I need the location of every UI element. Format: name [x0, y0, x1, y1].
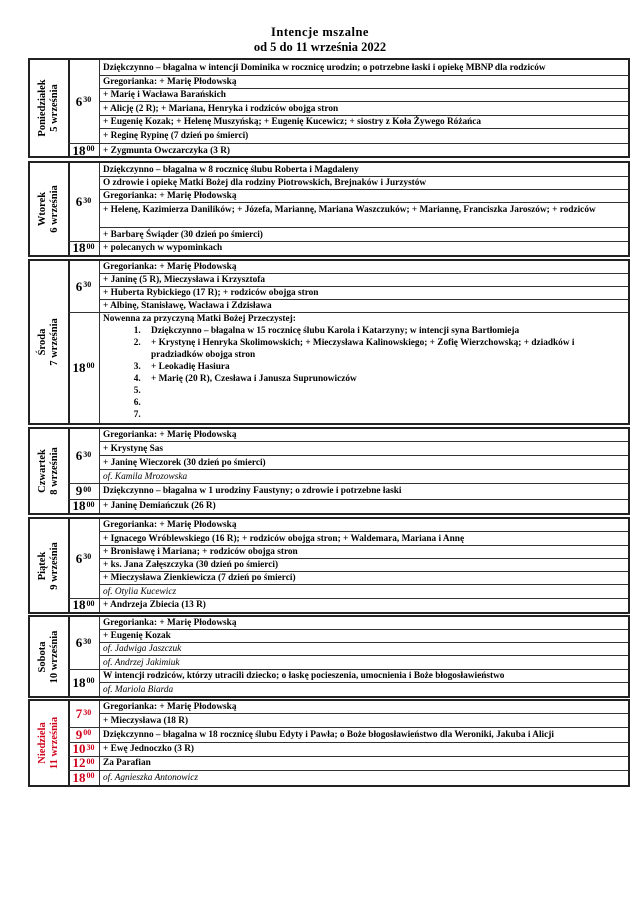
mass-block	[68, 163, 628, 242]
intention-row: Gregorianka: + Marię Płodowską	[99, 190, 628, 203]
intention-row: Gregorianka: + Marię Płodowską	[99, 76, 628, 89]
intention-row: + Janinę (5 R), Mieczysława i Krzysztofa	[99, 274, 628, 287]
mass-block	[68, 598, 628, 612]
mass-block	[68, 499, 628, 513]
intention-row: + Zygmunta Owczarczyka (3 R)	[103, 145, 231, 156]
offerer-row: of. Agnieszka Antonowicz	[103, 772, 198, 783]
intention-row: + polecanych w wypominkach	[103, 243, 223, 253]
mass-block	[68, 727, 628, 743]
intention-row: Dziękczynno – błagalna w 18 rocznicę ślubu Edyty i Pawła; o Boże błogosławieństwo dla Weroniki, Jakuba i Alicji	[103, 729, 554, 740]
novena-list	[103, 325, 626, 421]
day-label: Wtorek 6 września	[37, 185, 60, 233]
mass-block	[68, 701, 628, 728]
day-label: Sobota 10 września	[37, 630, 60, 683]
novena-cell	[99, 312, 628, 423]
mass-time: 7 $^{30}$	[68, 701, 100, 727]
day-label: Niedziela 11 września	[37, 716, 60, 770]
day-label: Środa 7 września	[37, 318, 60, 366]
mass-block	[68, 483, 628, 500]
mass-time: 18 $^{00}$	[68, 312, 100, 423]
mass-time: 18 $^{00}$	[68, 669, 100, 696]
intention-row: + Barbarę Świąder (30 dzień po śmierci)	[103, 229, 263, 240]
intention-row: + Ignacego Wróblewskiego (16 R); + rodziców obojga stron; + Waldemara, Mariana i Annę	[99, 532, 628, 546]
list-item: 1. Dziękczynno – błagalna w 15 rocznicę ślubu Karola i Katarzyny; w intencji syna Bartłomieja	[143, 325, 626, 337]
intention-row: Gregorianka: + Marię Płodowską	[99, 617, 628, 630]
mass-time: 6 $^{30}$	[68, 429, 100, 483]
intention-row: + Janinę Wieczorek (30 dzień po śmierci)	[99, 456, 628, 470]
intention-row: + Alicję (2 R); + Mariana, Henryka i rodziców obojga stron	[99, 102, 628, 116]
intention-row: Gregorianka: + Marię Płodowską	[99, 261, 628, 274]
intention-row: + Andrzeja Zbiecia (13 R)	[103, 600, 206, 610]
intention-row: + Eugenię Kozak; + Helenę Muszyńską; + Eugenię Kucewicz; + siostry z Koła Żywego Różańca	[99, 116, 628, 129]
intention-row: + Huberta Rybickiego (17 R); + rodziców obojga stron	[99, 287, 628, 300]
mass-block	[68, 261, 628, 313]
list-item	[143, 385, 626, 397]
mass-time: 10 $^{30}$	[68, 742, 100, 756]
list-item: 2. + Krystynę i Henryka Skolimowskich; + Mieczysława Kalinowskiego; + Zofię Wierzchowską; + dziadków i pradziadków obojga stron	[143, 337, 626, 361]
intention-row: Gregorianka: + Marię Płodowską	[99, 519, 628, 532]
page-subtitle: od 5 do 11 września 2022	[253, 40, 387, 54]
mass-time: 18 $^{00}$	[68, 143, 100, 158]
list-item: 3. + Leokadię Hasiura	[143, 361, 626, 373]
mass-time: 9 $^{00}$	[68, 483, 100, 499]
mass-block	[68, 429, 628, 484]
intention-row: + Bronisławę i Mariana; + rodziców obojga stron	[99, 546, 628, 559]
intention-row: + ks. Jana Załęszczyka (30 dzień po śmierci)	[99, 559, 628, 572]
mass-block	[68, 742, 628, 757]
mass-time: 6 $^{30}$	[68, 617, 100, 669]
offerer-row: of. Mariola Biarda	[103, 684, 174, 695]
intention-row: Gregorianka: + Marię Płodowską	[99, 701, 628, 714]
day-monday	[28, 58, 630, 158]
day-label: Poniedziałek 5 września	[37, 79, 60, 137]
mass-time: 6 $^{30}$	[68, 60, 100, 143]
list-item	[143, 397, 626, 409]
intention-row: + Eugenię Kozak	[99, 630, 628, 643]
intention-row: + Janinę Demiańczuk (26 R)	[103, 501, 216, 511]
intention-row: + Mieczysława Zienkiewicza (7 dzień po śmierci)	[99, 572, 628, 585]
offerer-row: of. Kamila Mrozowska	[103, 471, 188, 482]
offerer-row: of. Otylia Kucewicz	[103, 586, 177, 597]
intention-row: Dziękczynno – błagalna w intencji Dominika w rocznicę urodzin; o potrzebne łaski i opiekę MBNP dla rodziców	[99, 60, 628, 76]
intention-row: + Reginę Rypinę (7 dzień po śmierci)	[103, 130, 249, 141]
day-tuesday	[28, 161, 630, 257]
offerer-row: of. Jadwiga Jaszczuk	[99, 643, 628, 656]
day-label: Piątek 9 września	[37, 541, 60, 590]
intention-row: O zdrowie i opiekę Matki Bożej dla rodziny Piotrowskich, Brejnaków i Jurzystów	[99, 177, 628, 190]
intention-row: W intencji rodziców, którzy utracili dziecko; o łaskę pocieszenia, umocnienia i Boże błogosławieństwo	[99, 669, 628, 683]
day-friday	[28, 517, 630, 614]
mass-time: 18 $^{00}$	[68, 499, 100, 513]
mass-time: 9 $^{00}$	[68, 727, 100, 742]
list-item: 4. + Marię (20 R), Czesława i Janusza Suprunowiczów	[143, 373, 626, 385]
mass-block	[68, 669, 628, 696]
mass-time: 6 $^{30}$	[68, 261, 100, 312]
mass-block	[68, 617, 628, 670]
intention-row: Dziękczynno – błagalna w 8 rocznicę ślubu Roberta i Magdaleny	[99, 163, 628, 177]
intention-row: + Ewę Jednoczko (3 R)	[103, 744, 195, 754]
mass-block	[68, 143, 628, 158]
mass-time: 6 $^{30}$	[68, 519, 100, 598]
mass-time: 18 $^{00}$	[68, 598, 100, 612]
intention-row: + Marię i Wacława Barańskich	[99, 89, 628, 102]
day-saturday	[28, 615, 630, 698]
novena-title: Nowenna za przyczyną Matki Bożej Przeczystej:	[103, 314, 296, 324]
intention-row: + Helenę, Kazimierza Danilików; + Józefa, Mariannę, Mariana Waszczuków; + Mariannę, Franciszka Jaroszów; + rodziców	[99, 203, 628, 228]
day-thursday	[28, 427, 630, 515]
intention-row: + Albinę, Stanisławę, Wacława i Zdzisława	[103, 301, 272, 311]
mass-block	[68, 770, 628, 785]
day-label: Czwartek 8 września	[37, 447, 60, 495]
day-sunday	[28, 699, 630, 787]
mass-block	[68, 60, 628, 144]
mass-time: 12 $^{00}$	[68, 756, 100, 770]
intention-row: Dziękczynno – błagalna w 1 urodziny Faustyny; o zdrowie i potrzebne łaski	[103, 486, 402, 496]
intention-row: Za Parafian	[103, 758, 151, 768]
intention-row: Gregorianka: + Marię Płodowską	[99, 429, 628, 442]
mass-block	[68, 756, 628, 771]
mass-block	[68, 241, 628, 255]
mass-time: 18 $^{00}$	[68, 241, 100, 255]
offerer-row: of. Andrzej Jakimiuk	[103, 657, 180, 668]
page-title: Intencje mszalne	[271, 25, 369, 39]
list-item	[143, 409, 626, 421]
mass-time: 6 $^{30}$	[68, 163, 100, 241]
intention-row: + Krystynę Sas	[99, 442, 628, 456]
mass-block	[68, 312, 628, 423]
mass-time: 18 $^{00}$	[68, 770, 100, 785]
day-wednesday	[28, 259, 630, 425]
mass-block	[68, 519, 628, 599]
intention-row: + Mieczysława (18 R)	[103, 715, 189, 726]
